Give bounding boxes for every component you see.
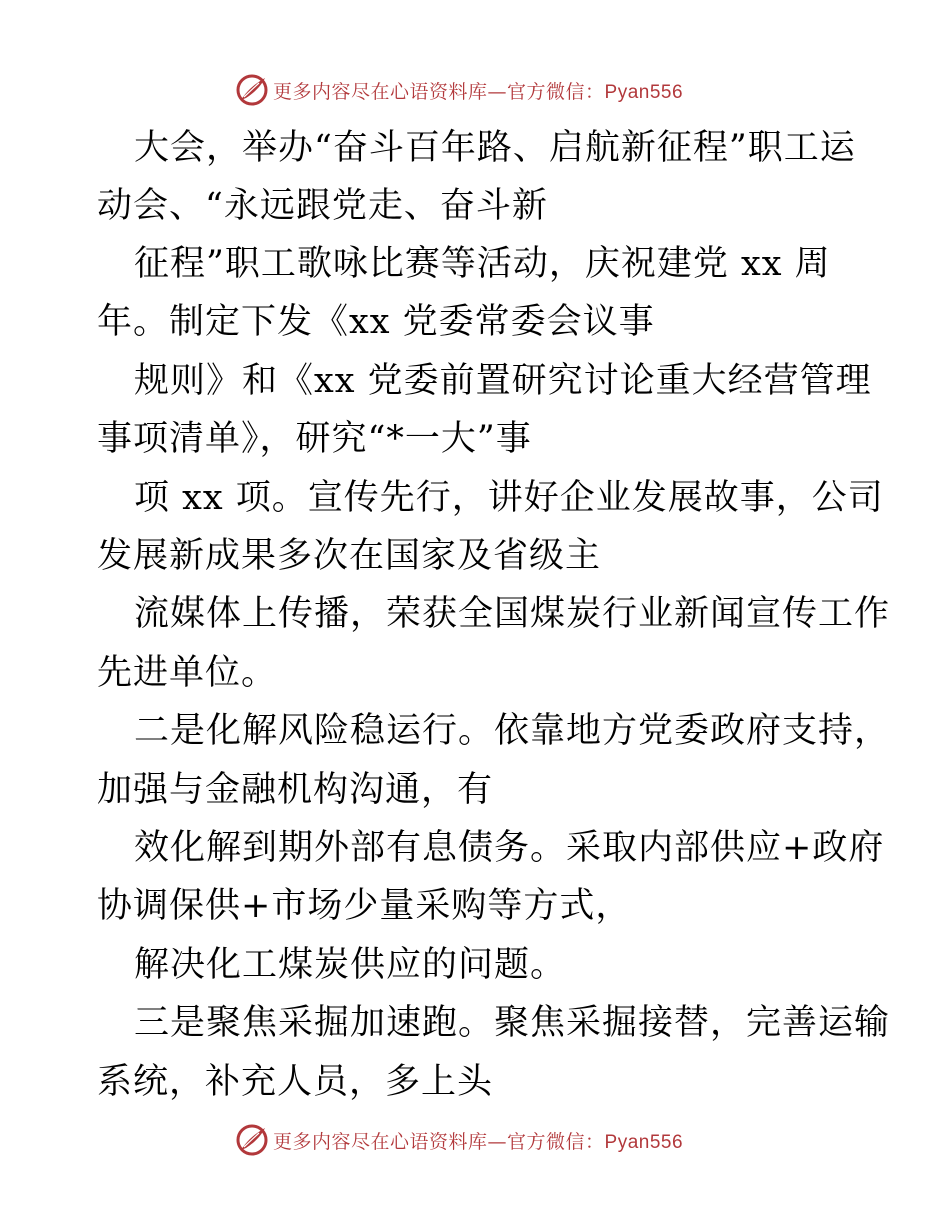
paragraph-line: 年。制定下发《xx 党委常委会议事 xyxy=(97,302,655,342)
paragraph-line: 流媒体上传播，荣获全国煤炭行业新闻宣传工作 xyxy=(134,594,891,634)
header-watermark xyxy=(235,72,683,108)
paragraph-line: 事项清单》，研究“*一大”事 xyxy=(97,419,532,459)
paragraph-line: 加强与金融机构沟通，有 xyxy=(97,770,494,810)
footer-watermark xyxy=(235,1122,683,1158)
paragraph-line: 协调保供+市场少量采购等方式， xyxy=(97,886,632,926)
paragraph-line: 发展新成果多次在国家及省级主 xyxy=(97,536,602,576)
quill-logo-icon xyxy=(235,73,269,107)
paragraph-line: 动会、“永远跟党走、奋斗新 xyxy=(97,186,548,226)
paragraph-line: 规则》和《xx 党委前置研究讨论重大经营管理 xyxy=(134,361,872,401)
paragraph-line: 大会，举办“奋斗百年路、启航新征程”职工运 xyxy=(134,128,856,168)
paragraph-line: 二是化解风险稳运行。依靠地方党委政府支持， xyxy=(134,711,891,751)
quill-logo-icon xyxy=(235,1123,269,1157)
paragraph-line: 解决化工煤炭供应的问题。 xyxy=(134,945,567,985)
watermark-text: 更多内容尽在心语资料库—官方微信：Pyan556 xyxy=(273,80,684,103)
paragraph-line: 系统，补充人员，多上头 xyxy=(97,1062,494,1102)
paragraph-line: 效化解到期外部有息债务。采取内部供应+政府 xyxy=(134,828,885,868)
paragraph-line: 三是聚焦采掘加速跑。聚焦采掘接替，完善运输 xyxy=(134,1003,891,1043)
paragraph-line: 项 xx 项。宣传先行，讲好企业发展故事，公司 xyxy=(134,478,884,518)
paragraph-line: 先进单位。 xyxy=(97,653,278,693)
watermark-text: 更多内容尽在心语资料库—官方微信：Pyan556 xyxy=(273,1130,684,1153)
paragraph-line: 征程”职工歌咏比赛等活动，庆祝建党 xx 周 xyxy=(134,244,831,284)
